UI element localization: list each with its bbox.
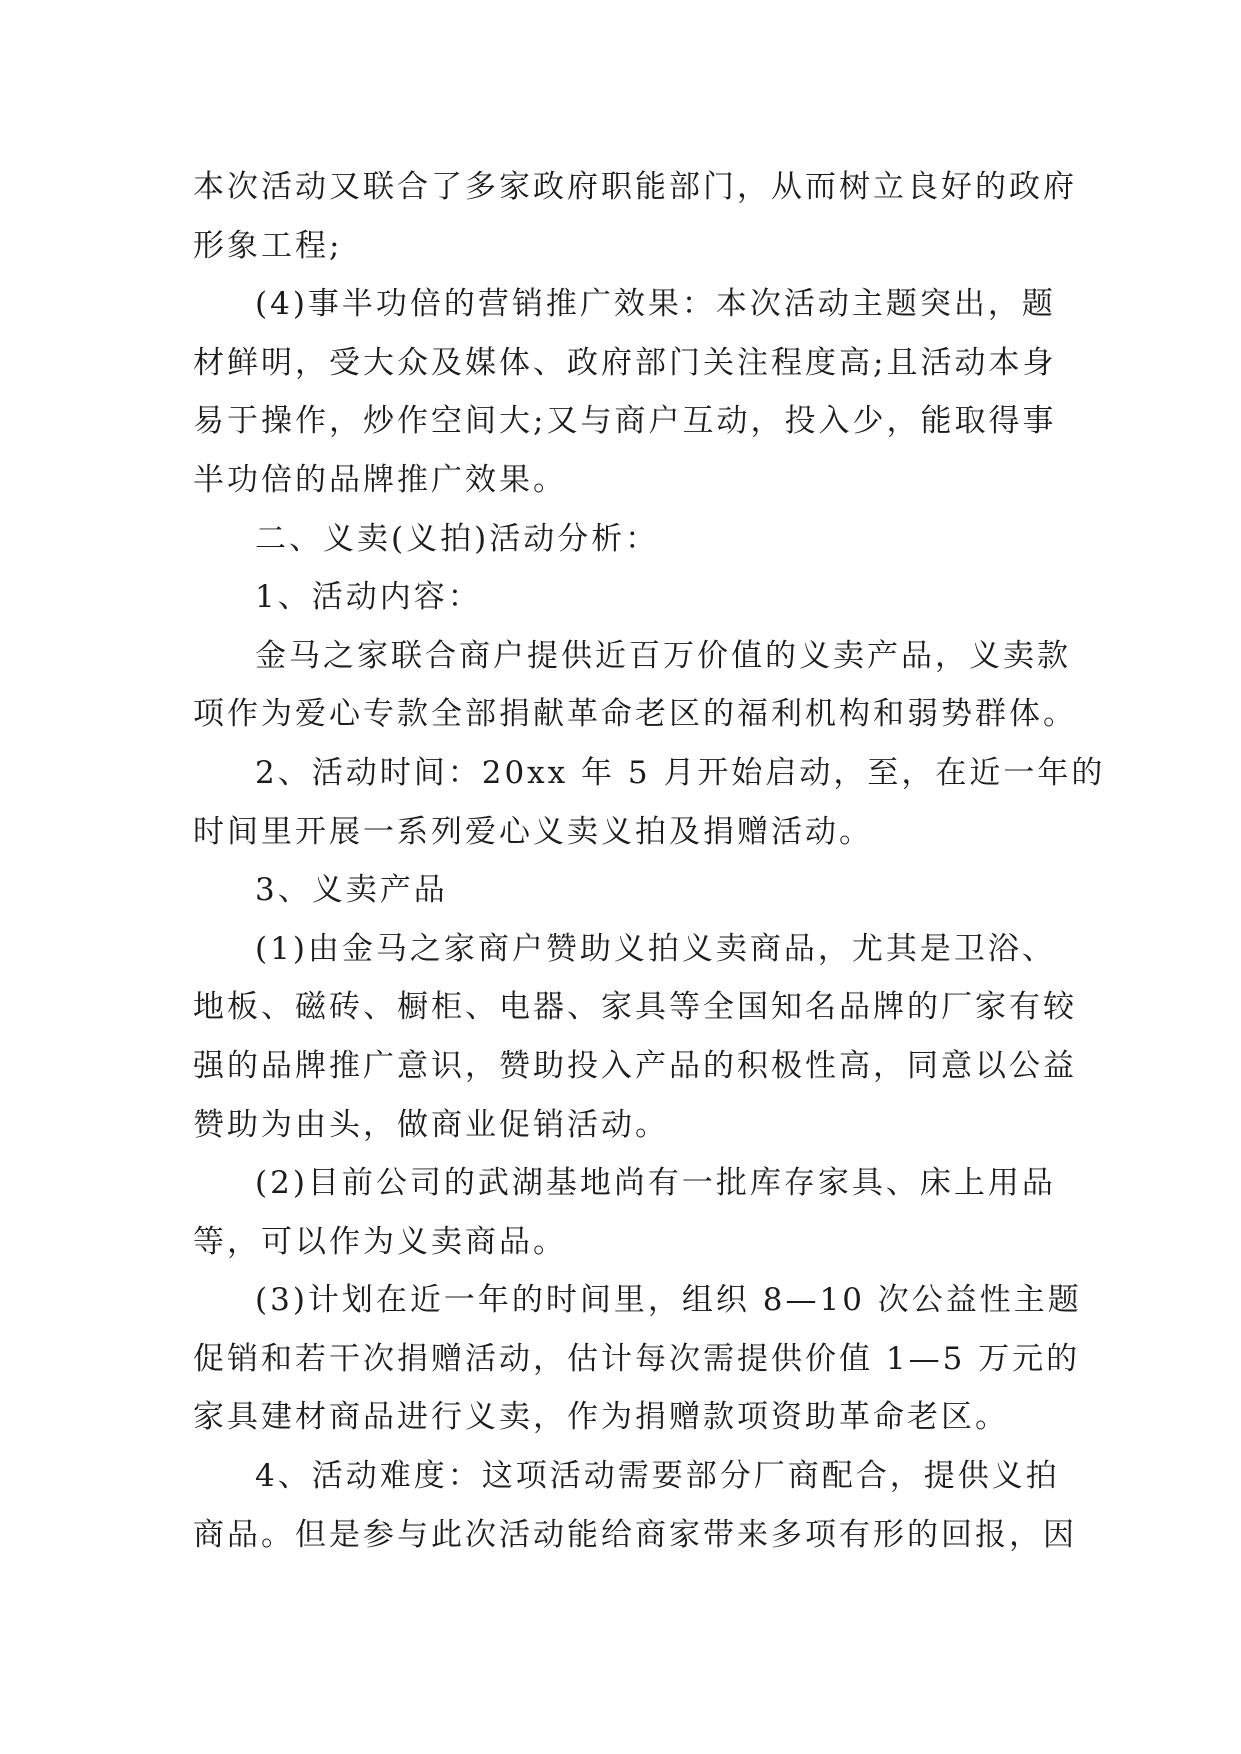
text-line: 商品。但是参与此次活动能给商家带来多项有形的回报，因 xyxy=(193,1516,1077,1553)
text-line: 赞助为由头，做商业促销活动。 xyxy=(193,1106,669,1143)
text-line: 金马之家联合商户提供近百万价值的义卖产品，义卖款 xyxy=(255,637,1071,674)
text-line: 强的品牌推广意识，赞助投入产品的积极性高，同意以公益 xyxy=(193,1047,1077,1084)
text-line: 4、活动难度：这项活动需要部分厂商配合，提供义拍 xyxy=(255,1458,1060,1495)
text-line: 材鲜明，受大众及媒体、政府部门关注程度高;且活动本身 xyxy=(193,344,1057,381)
text-line: 2、活动时间：20xx 年 5 月开始启动，至，在近一年的 xyxy=(255,754,1106,791)
text-line: 二、义卖(义拍)活动分析： xyxy=(255,520,660,557)
text-line: 本次活动又联合了多家政府职能部门，从而树立良好的政府 xyxy=(193,169,1077,205)
text-line: 时间里开展一系列爱心义卖义拍及捐赠活动。 xyxy=(193,813,873,850)
text-line: 家具建材商品进行义卖，作为捐赠款项资助革命老区。 xyxy=(193,1399,1009,1436)
text-line: 3、义卖产品 xyxy=(255,872,448,909)
text-line: 形象工程; xyxy=(193,227,343,264)
text-line: (1)由金马之家商户赞助义拍义卖商品，尤其是卫浴、 xyxy=(255,930,1056,967)
text-line: (2)目前公司的武湖基地尚有一批库存家具、床上用品 xyxy=(255,1165,1056,1202)
text-line: 1、活动内容： xyxy=(255,579,482,616)
text-line: 项作为爱心专款全部捐献革命老区的福利机构和弱势群体。 xyxy=(193,696,1077,733)
text-line: 促销和若干次捐赠活动，估计每次需提供价值 1—5 万元的 xyxy=(193,1340,1081,1377)
text-line: (4)事半功倍的营销推广效果：本次活动主题突出，题 xyxy=(255,286,1056,323)
text-line: 等，可以作为义卖商品。 xyxy=(193,1223,567,1260)
text-line: 地板、磁砖、橱柜、电器、家具等全国知名品牌的厂家有较 xyxy=(193,989,1077,1026)
text-line: 易于操作，炒作空间大;又与商户互动，投入少，能取得事 xyxy=(193,403,1057,440)
text-line: 半功倍的品牌推广效果。 xyxy=(193,461,567,498)
text-line: (3)计划在近一年的时间里，组织 8—10 次公益性主题 xyxy=(255,1282,1082,1319)
body-text xyxy=(193,158,1106,1564)
